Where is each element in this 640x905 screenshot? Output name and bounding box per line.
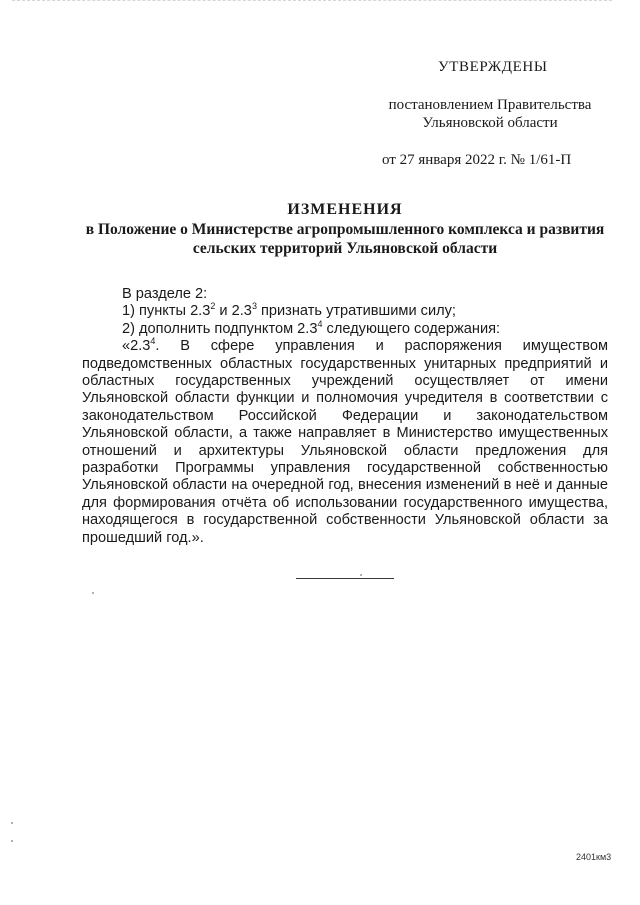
scan-speck xyxy=(360,574,362,576)
scan-speck xyxy=(11,840,13,842)
amendment-paragraph: «$2.3^4$. В сфере управления и распоряжения имуществом подведомственных областных государственных унитарных предприятий и областных государственных учреждений осуществляет от имени Ульяновской области функции и полномочия учредителя в соответствии с законодательством Российской Федерации и законодательством Ульяновской области, а также направляет в Министерство имущественных отношений и архитектуры Ульяновской области предложения для разработки Программы управления государственной собственностью Ульяновской области на очередной год, внесения изменений в неё и данные для формирования отчёта об использовании государственного имущества, находящегося в государственной собственности Ульяновской области за прошедший год.». xyxy=(82,336,608,546)
document-code: 2401км3 xyxy=(576,852,612,862)
scan-speck xyxy=(11,822,13,824)
scan-speck xyxy=(92,592,94,594)
approval-block xyxy=(360,58,620,169)
decree-line-1: постановлением Правительства xyxy=(388,97,592,113)
document-subtitle-line-1: в Положение о Министерстве агропромышленного комплекса и развития xyxy=(85,221,605,238)
amendment-item-1: 1) пункты $2.3^2$ и $2.3^3$ признать утратившими силу; xyxy=(122,301,456,320)
amendment-item-2: 2) дополнить подпунктом $2.3^4$ следующего содержания: xyxy=(122,318,501,337)
document-subtitle-line-2: сельских территорий Ульяновской области xyxy=(192,240,498,257)
end-divider xyxy=(296,578,394,579)
section-heading: В разделе 2: xyxy=(122,286,208,302)
decree-date-number: от 27 января 2022 г. № 1/61-П xyxy=(382,152,572,168)
scan-edge-marks xyxy=(12,0,612,7)
document-title-block xyxy=(60,200,630,258)
document-title: ИЗМЕНЕНИЯ xyxy=(287,201,403,218)
document-body xyxy=(82,286,608,547)
approved-label: УТВЕРЖДЕНЫ xyxy=(438,59,548,75)
decree-line-2: Ульяновской области xyxy=(422,115,558,131)
